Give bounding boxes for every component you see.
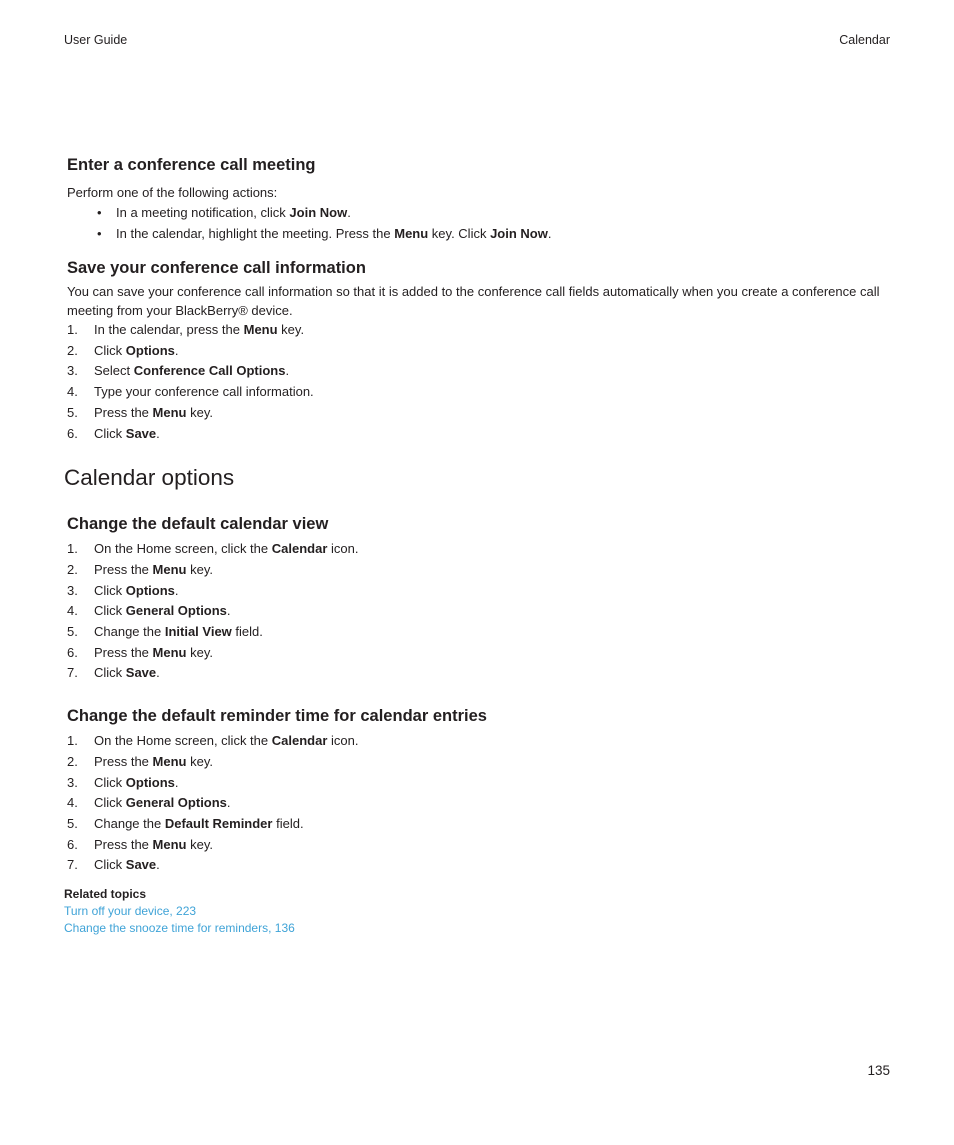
related-topics	[64, 886, 892, 937]
step-number: 2.	[67, 753, 78, 769]
step-item: 1. On the Home screen, click the Calendar icon.	[64, 539, 892, 560]
step-number: 5.	[67, 624, 78, 640]
step-item: 2. Press the Menu key.	[64, 752, 892, 773]
bullet-list	[64, 202, 892, 244]
step-number: 4.	[67, 603, 78, 619]
section-title-enter-conference: Enter a conference call meeting	[67, 156, 316, 174]
steps-list	[64, 539, 892, 684]
steps-list	[64, 731, 892, 876]
steps-list	[64, 320, 892, 444]
step-item: 6. Press the Menu key.	[64, 643, 892, 664]
chapter-title: Calendar options	[64, 465, 235, 491]
step-item: 7. Click Save.	[64, 663, 892, 684]
step-number: 2.	[67, 561, 78, 577]
section-title-save-conference: Save your conference call information	[67, 259, 366, 277]
related-topics-title: Related topics	[64, 887, 147, 902]
step-item: 6. Click Save.	[64, 424, 892, 445]
step-number: 6.	[67, 644, 78, 660]
step-number: 5.	[67, 815, 78, 831]
step-item: 1. On the Home screen, click the Calendar icon.	[64, 731, 892, 752]
related-link-snooze-time[interactable]: Change the snooze time for reminders, 136	[64, 921, 295, 936]
page-number: 135	[867, 1063, 890, 1078]
step-item: 4. Type your conference call information.	[64, 382, 892, 403]
step-number: 3.	[67, 363, 78, 379]
step-number: 2.	[67, 342, 78, 358]
running-header-right: Calendar	[839, 33, 890, 47]
list-item: • In a meeting notification, click Join Now.	[64, 202, 892, 223]
step-item: 6. Press the Menu key.	[64, 835, 892, 856]
section-intro: Perform one of the following actions:	[67, 185, 278, 200]
step-item: 3. Select Conference Call Options.	[64, 361, 892, 382]
step-number: 3.	[67, 582, 78, 598]
step-item: 2. Click Options.	[64, 341, 892, 362]
section-title-default-view: Change the default calendar view	[67, 515, 329, 534]
step-item: 3. Click Options.	[64, 581, 892, 602]
step-number: 7.	[67, 857, 78, 873]
step-item: 5. Change the Default Reminder field.	[64, 814, 892, 835]
step-number: 1.	[67, 541, 78, 557]
page-content	[64, 154, 892, 937]
step-number: 3.	[67, 774, 78, 790]
step-number: 4.	[67, 795, 78, 811]
step-number: 7.	[67, 665, 78, 681]
step-number: 1.	[67, 733, 78, 749]
step-item: 4. Click General Options.	[64, 793, 892, 814]
related-link-turn-off-device[interactable]: Turn off your device, 223	[64, 904, 197, 919]
bullet-glyph: •	[97, 205, 102, 220]
step-number: 1.	[67, 322, 78, 337]
step-number: 6.	[67, 425, 78, 441]
step-item: 4. Click General Options.	[64, 601, 892, 622]
section-title-default-reminder: Change the default reminder time for calendar entries	[67, 707, 487, 726]
list-item: • In the calendar, highlight the meeting. Press the Menu key. Click Join Now.	[64, 223, 892, 244]
section-intro: You can save your conference call information so that it is added to the conference call fields automatically when you create a conference call meeting from your BlackBerry® device.	[67, 284, 880, 318]
running-header-left: User Guide	[64, 33, 128, 47]
step-number: 5.	[67, 404, 78, 420]
step-number: 4.	[67, 384, 78, 400]
step-item: 2. Press the Menu key.	[64, 560, 892, 581]
step-item: 5. Change the Initial View field.	[64, 622, 892, 643]
step-item: 5. Press the Menu key.	[64, 403, 892, 424]
step-item: 7. Click Save.	[64, 855, 892, 876]
step-item: 3. Click Options.	[64, 773, 892, 794]
step-item: 1. In the calendar, press the Menu key.	[64, 320, 892, 341]
bullet-glyph: •	[97, 226, 102, 241]
step-number: 6.	[67, 836, 78, 852]
